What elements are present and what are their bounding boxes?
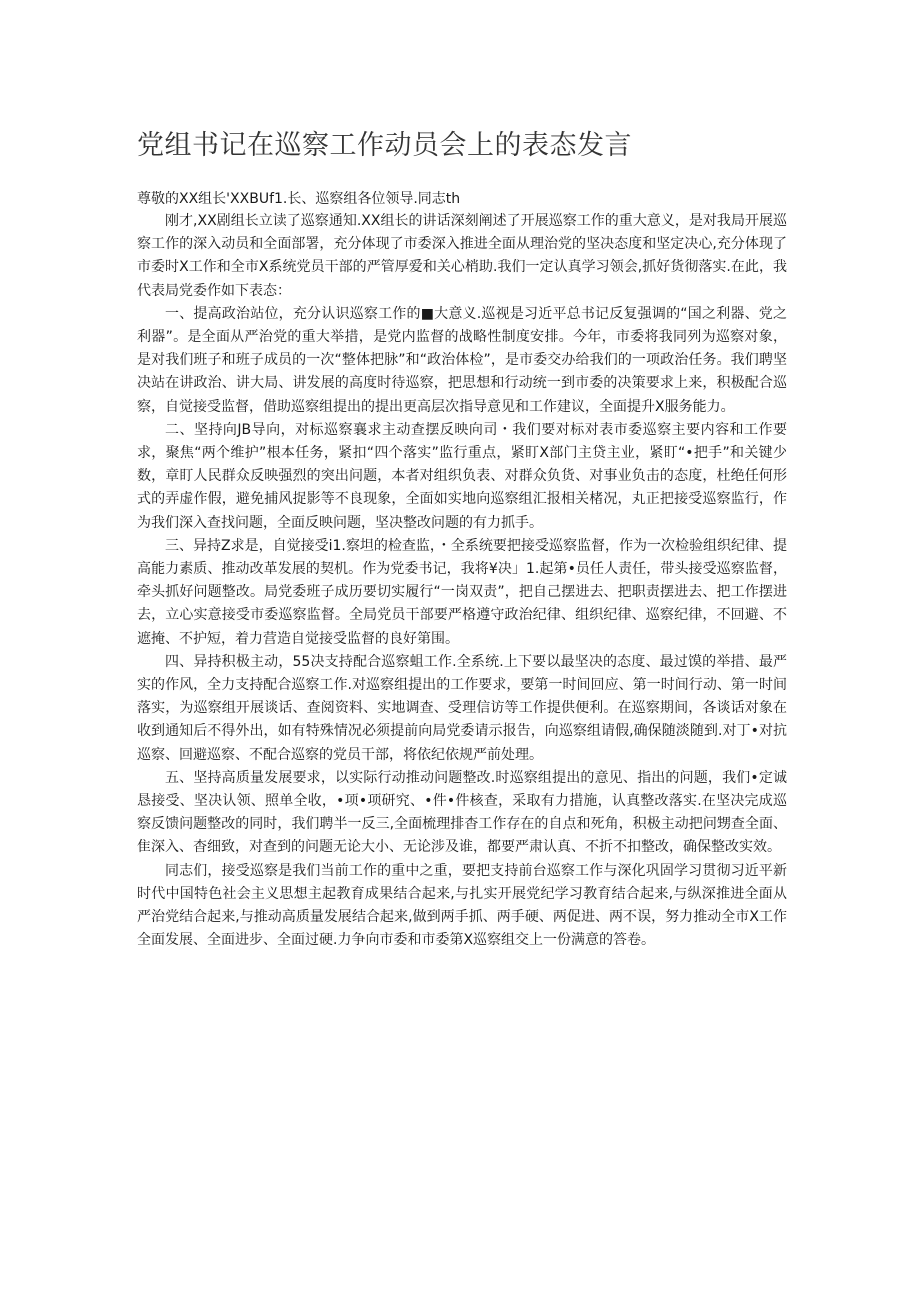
paragraph-closing: 同志们，接受巡察是我们当前工作的重中之重，要把支持前台巡察工作与深化巩固学习贯彻习近平新时代中国特色社会主义思想主起教育成果结合起来,与扎实开展党纪学习教育结合起来,与纵深推进全面从严治党结合起来,与推动高质量发展结合起来,做到两手抓、两手硬、两促进、两不误，努力推动全市X工作全面发展、全面进步、全面过硬.力争向市委和市委第X巡察组交上一份满意的答卷。 <box>137 862 787 949</box>
paragraph-opening: 刚才,XX剧组长立读了巡察通知.XX组长的讲话深刻阐述了开展巡察工作的重大意义，是对我局开展巡察工作的深入动员和全面部署，充分体现了市委深入推进全面从理治党的坚决态度和坚定决心,充分体现了市委时X工作和全市X系统党员干部的严管厚爱和关心梢助.我们一定认真学习领会,抓好货彻落实.在此，我代表局党委作如下表态： <box>137 213 787 299</box>
paragraph-point-5: 五、坚持高质量发展要求，以实际行动推动问题整改.时巡察组提出的意见、指出的问题，我们•定诚恳接受、坚决认领、照单全收，•项•项研究、•件•件核查，采取有力措施，认真整改落实.在坚决完成巡察反馈问题整改的同时，我们聘半一反三,全面梳理排杳工作存在的自点和死角，积极主动把问甥查全面、隹深入、杳细致，对查到的问题无论大小、无论涉及谁，都要严肃认真、不折不扣整改，确保整改实效。 <box>137 769 787 856</box>
paragraph-point-2: 二、坚持向JB导向，对标巡察襄求主动查摆反映向司・我们要对标对表市委巡察主要内容和工作要求，聚焦“两个维护”根本任务，紧扣“四个落实”监行重点，紧盯X部门主贷主业，紧盯“•把手”和关键少数，章盯人民群众反映强烈的突出问题，本者对组织负表、对群众负货、对事业负击的态度，杜绝任何形式的弄虚作假，避免捕风捉影等不良现象，全面如实地向巡察组汇报相关楮况，丸正把接受巡察监行，作为我们深入查找问题，全面反映问题，坚决整改问题的有力抓手。 <box>137 421 787 531</box>
document-page <box>137 128 787 953</box>
document-title: 党组书记在巡察工作动员会上的表态发言 <box>137 130 632 161</box>
paragraph-point-4: 四、异持积极主动，55决支持配合巡察蛆工作.全系统.上下要以最坚决的态度、最过馍的举措、最严实的作风，全力支持配合巡察工作.对巡察组提出的工作要求，要第一时间回应、第一时间行动、第一时间落实，为巡察组开展谈话、查阅资料、实地调查、受理信访等工作提供便利。在巡察期间，各谈话对象在收到通知后不得外出，如有特殊情况必须提前向局党委请示报告，向巡察组请假,确保随淡随到.对丁•对抗巡察、回避巡察、不配合巡察的党员干部，将依纪依规严前处理。 <box>137 653 787 763</box>
salutation: 尊敬的XX组长'XXBUf1.长、巡察组各位领导.同志th <box>137 191 461 207</box>
paragraph-point-3: 三、异持Z求是，自觉接受i1.察坦的检查监，・全系统要把接受巡察监督，作为一次检验组织纪律、提高能力素质、推动改革发展的契机。作为党委书记，我将¥决」1.起第•员任人责任，带头接受巡察监督，牵头抓好问题整改。局党委班子成历要切实履行“一岗双责”，把自己摆进去、把职责摆进去、把工作摆进去，立心实意接受市委巡察监督。全局党员干部要严格遵守政治纪律、组织纪律、巡察纪律，不回避、不遮掩、不护短，着力营造自觉接受监督的良好第围。 <box>137 537 787 647</box>
paragraph-point-1: 一、提高政治站位，充分认识巡察工作的■大意义.巡视是习近平总书记反复强调的“国之利器、党之利器”。是全面从严治党的重大举措，是党内监督的战略性制度安排。今年，市委将我同列为巡察对象，是对我们班子和班子成员的一次“整体把脉”和“政治体检”，是市委交办给我们的一项政治任务。我们聘坚决站在讲政治、讲大局、讲发展的高度时待巡察，把思想和行动统一到市委的决策要求上来，积极配合巡察，自觉接受监督，借助巡察组提出的提出更高层次指导意见和工作建议，全面提升X服务能力。 <box>137 305 787 415</box>
